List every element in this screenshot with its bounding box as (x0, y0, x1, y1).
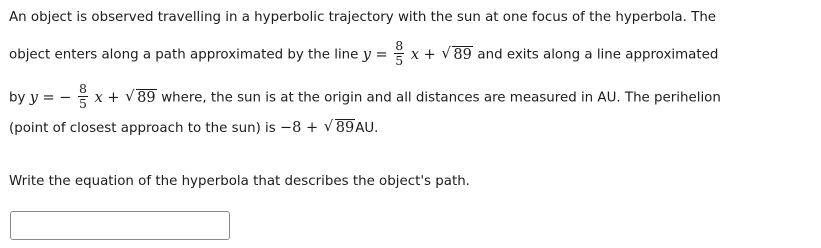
perihelion-sqrt-radicand: 89 (335, 120, 355, 136)
entry-slope-numerator: 8 (395, 38, 404, 53)
exit-slope-fraction (78, 82, 88, 111)
perihelion-expression: −8 + (280, 120, 319, 136)
problem-line-1: An object is observed travelling in a hyperbolic trajectory with the sun at one focus of the hyperbola. The (9, 10, 717, 25)
entry-x-term: x + (410, 46, 436, 63)
sqrt-sign: √ (441, 43, 451, 62)
entry-path-text: object enters along a path approximated by the line (9, 47, 359, 63)
exit-x-term: x + (94, 89, 120, 106)
problem-line-3 (9, 83, 721, 112)
exit-line-equation (29, 81, 162, 111)
exit-path-text: and exits along a line approximated (477, 47, 719, 63)
answer-input[interactable] (10, 211, 230, 240)
conditions-text: where, the sun is at the origin and all distances are measured in AU. The perihelion (161, 90, 721, 106)
by-text: by (9, 90, 26, 106)
exit-eq-lhs: y = − (29, 89, 72, 106)
perihelion-sqrt (323, 117, 355, 136)
question-prompt: Write the equation of the hyperbola that describes the object's path. (9, 174, 470, 189)
exit-sqrt-radicand: 89 (137, 89, 156, 106)
sqrt-sign: √ (323, 117, 334, 135)
exit-sqrt (125, 86, 156, 106)
perihelion-text: (point of closest approach to the sun) is (9, 121, 276, 136)
problem-line-4 (9, 117, 379, 136)
sqrt-sign: √ (125, 86, 135, 105)
perihelion-unit: AU. (355, 121, 379, 136)
entry-slope-denominator: 5 (395, 53, 404, 68)
problem-line-2 (9, 40, 718, 69)
entry-sqrt-radicand: 89 (453, 46, 472, 63)
entry-eq-lhs: y = (362, 46, 388, 63)
exit-slope-denominator: 5 (79, 96, 87, 111)
entry-slope-fraction (394, 39, 404, 68)
perihelion-value (280, 117, 355, 136)
entry-line-equation (362, 38, 478, 68)
exit-slope-numerator: 8 (79, 81, 87, 96)
entry-sqrt (441, 43, 472, 63)
